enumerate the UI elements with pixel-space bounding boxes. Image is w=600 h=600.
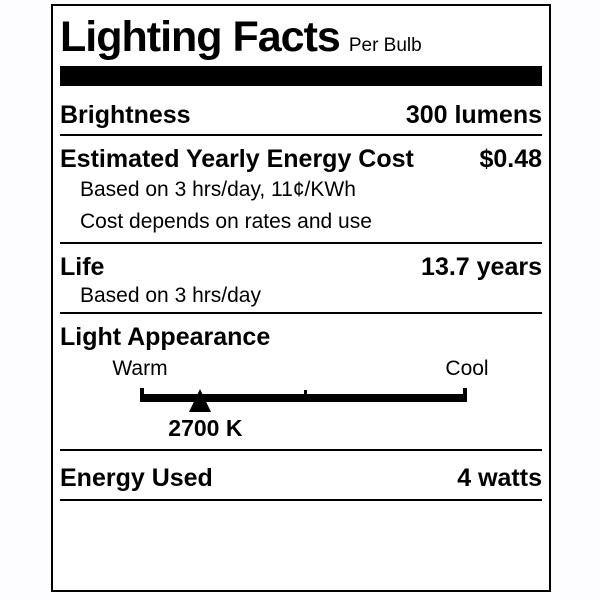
label-title: Lighting Facts	[60, 13, 340, 61]
light-appearance-heading: Light Appearance	[60, 323, 271, 351]
life-value: 13.7 years	[421, 253, 542, 281]
scale-middle-tick	[304, 390, 307, 402]
life-row	[60, 244, 542, 282]
thick-divider-bar	[60, 66, 542, 86]
energy-cost-label: Estimated Yearly Energy Cost	[60, 145, 414, 173]
energy-cost-note-basis: Based on 3 hrs/day, 11¢/KWh	[80, 178, 356, 201]
energy-cost-value: $0.48	[479, 145, 542, 173]
warm-label: Warm	[112, 357, 168, 380]
cool-label: Cool	[445, 357, 489, 380]
temperature-value-wrap	[140, 414, 467, 442]
life-label: Life	[60, 253, 105, 281]
energy-used-label: Energy Used	[60, 464, 213, 492]
energy-cost-note-disclaimer: Cost depends on rates and use	[80, 210, 372, 233]
brightness-row	[60, 86, 542, 134]
label-header	[60, 14, 542, 60]
light-appearance-section	[60, 314, 542, 449]
per-unit-text: Per Bulb	[348, 35, 422, 56]
energy-used-value: 4 watts	[457, 464, 542, 492]
energy-cost-notes	[60, 174, 542, 242]
color-temperature-scale	[140, 388, 467, 414]
temperature-marker-triangle	[189, 389, 211, 412]
brightness-value: 300 lumens	[405, 101, 542, 129]
temperature-value: 2700 K	[168, 415, 243, 441]
energy-used-row	[60, 451, 542, 499]
scale-endpoint-labels	[112, 356, 489, 382]
brightness-label: Brightness	[60, 101, 191, 129]
energy-cost-row	[60, 136, 542, 174]
divider	[60, 499, 542, 501]
lighting-facts-label	[51, 4, 551, 592]
life-note-basis: Based on 3 hrs/day	[80, 284, 261, 307]
scale-right-endcap	[463, 388, 467, 402]
